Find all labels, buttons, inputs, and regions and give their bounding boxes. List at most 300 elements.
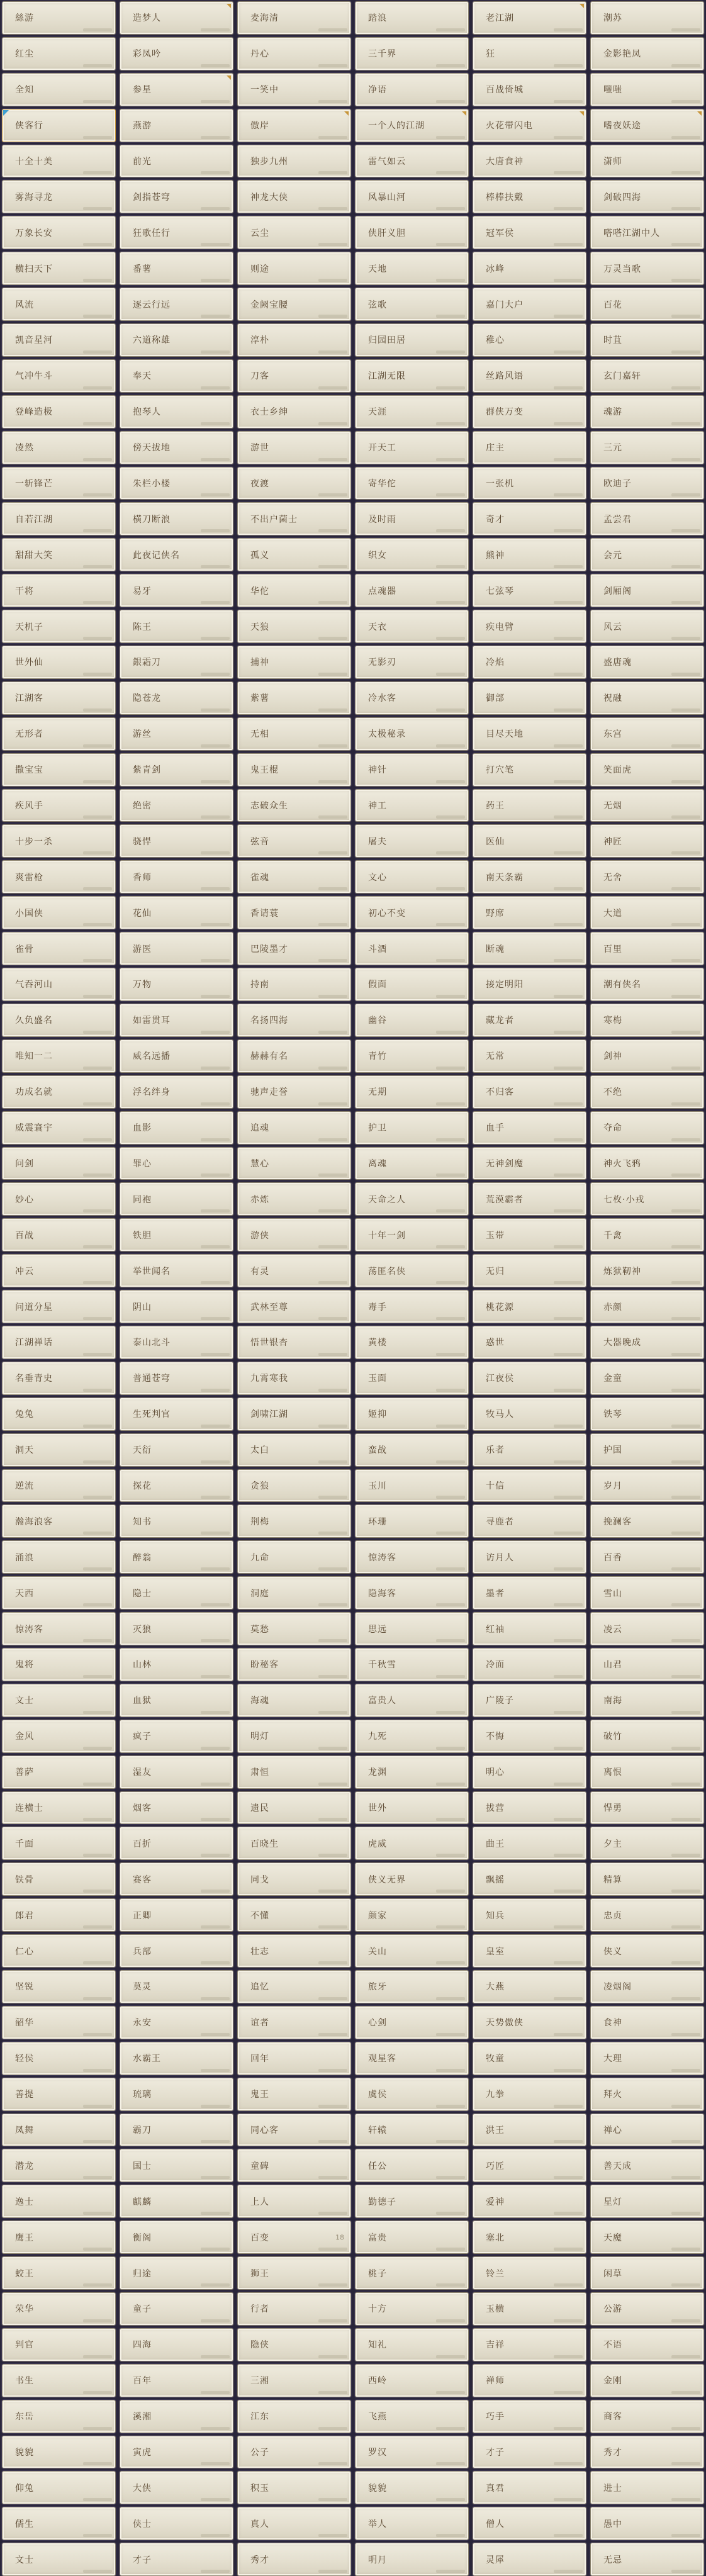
title-cell[interactable] (120, 932, 233, 965)
title-cell[interactable] (2, 1111, 116, 1145)
title-cell[interactable] (237, 431, 351, 464)
title-cell[interactable] (2, 2543, 116, 2576)
title-cell[interactable] (473, 2507, 586, 2540)
title-cell[interactable] (120, 1111, 233, 1145)
title-cell[interactable] (355, 753, 469, 787)
title-cell[interactable] (2, 1720, 116, 1753)
title-cell[interactable] (355, 37, 469, 70)
title-cell[interactable] (590, 180, 704, 213)
title-cell[interactable] (2, 2078, 116, 2111)
title-cell[interactable] (355, 2078, 469, 2111)
title-cell[interactable] (473, 753, 586, 787)
title-cell[interactable] (590, 1290, 704, 1323)
title-cell[interactable] (590, 431, 704, 464)
title-cell[interactable] (2, 753, 116, 787)
title-cell[interactable] (120, 2078, 233, 2111)
title-cell[interactable] (473, 1898, 586, 1932)
title-cell[interactable] (2, 216, 116, 249)
title-cell[interactable] (120, 1, 233, 35)
title-cell[interactable] (590, 1791, 704, 1825)
title-cell[interactable] (2, 73, 116, 106)
title-cell[interactable] (237, 1218, 351, 1252)
title-cell[interactable] (120, 1254, 233, 1287)
title-cell[interactable] (590, 1004, 704, 1037)
title-cell[interactable] (355, 1397, 469, 1431)
title-cell[interactable] (355, 1326, 469, 1359)
title-cell[interactable] (120, 467, 233, 500)
title-cell[interactable] (237, 538, 351, 571)
title-cell[interactable] (2, 1576, 116, 1610)
title-cell[interactable] (590, 2364, 704, 2397)
title-cell[interactable] (237, 467, 351, 500)
title-cell[interactable] (237, 2364, 351, 2397)
title-cell[interactable] (237, 2292, 351, 2326)
title-cell[interactable] (120, 502, 233, 535)
title-cell[interactable] (2, 2185, 116, 2218)
title-cell[interactable] (2, 1791, 116, 1825)
title-cell[interactable] (2, 2507, 116, 2540)
title-cell[interactable] (2, 1218, 116, 1252)
title-cell[interactable] (120, 2400, 233, 2433)
title-cell[interactable] (355, 681, 469, 715)
title-cell[interactable] (237, 1504, 351, 1538)
title-cell[interactable] (120, 1970, 233, 2003)
title-cell[interactable] (237, 2400, 351, 2433)
title-cell[interactable] (120, 395, 233, 428)
title-cell[interactable] (473, 109, 586, 142)
title-cell[interactable] (2, 1469, 116, 1503)
title-cell[interactable] (473, 145, 586, 178)
title-cell[interactable] (590, 1756, 704, 1789)
title-cell[interactable] (2, 2006, 116, 2039)
title-cell[interactable] (2, 1004, 116, 1037)
title-cell[interactable] (355, 1218, 469, 1252)
title-cell[interactable] (237, 1934, 351, 1968)
title-cell[interactable] (355, 2471, 469, 2504)
title-cell[interactable] (237, 1576, 351, 1610)
title-cell[interactable] (590, 1039, 704, 1073)
title-cell[interactable] (237, 2042, 351, 2075)
title-cell[interactable] (237, 1362, 351, 1395)
title-cell[interactable] (590, 717, 704, 751)
title-cell[interactable] (237, 1970, 351, 2003)
title-cell[interactable] (473, 538, 586, 571)
title-cell[interactable] (120, 73, 233, 106)
title-cell[interactable] (2, 431, 116, 464)
title-cell[interactable] (237, 1254, 351, 1287)
title-cell[interactable] (237, 395, 351, 428)
title-cell[interactable] (2, 1433, 116, 1467)
title-cell[interactable] (120, 1540, 233, 1574)
title-cell[interactable] (355, 610, 469, 643)
title-cell[interactable] (237, 1791, 351, 1825)
title-cell[interactable] (355, 395, 469, 428)
title-cell[interactable] (590, 1, 704, 35)
title-cell[interactable] (473, 1075, 586, 1109)
title-cell[interactable] (2, 1827, 116, 1860)
title-cell[interactable] (590, 610, 704, 643)
title-cell[interactable] (2, 538, 116, 571)
title-cell[interactable] (2, 1147, 116, 1180)
title-cell[interactable] (355, 359, 469, 393)
title-cell[interactable] (2, 2149, 116, 2182)
title-cell[interactable] (473, 2220, 586, 2254)
title-cell[interactable] (590, 252, 704, 285)
title-cell[interactable] (355, 288, 469, 321)
title-cell[interactable] (2, 1, 116, 35)
title-cell[interactable] (590, 2507, 704, 2540)
title-cell[interactable] (473, 2185, 586, 2218)
title-cell[interactable] (2, 932, 116, 965)
title-cell[interactable] (120, 1469, 233, 1503)
title-cell[interactable] (120, 1290, 233, 1323)
title-cell[interactable] (120, 1576, 233, 1610)
title-cell[interactable] (590, 1075, 704, 1109)
title-cell[interactable] (473, 2436, 586, 2469)
title-cell[interactable] (2, 824, 116, 858)
title-cell[interactable] (2, 502, 116, 535)
title-cell[interactable] (355, 431, 469, 464)
title-cell[interactable] (237, 1111, 351, 1145)
title-cell[interactable] (120, 896, 233, 929)
title-cell[interactable] (2, 395, 116, 428)
title-cell[interactable] (120, 1827, 233, 1860)
title-cell[interactable] (120, 860, 233, 893)
title-cell[interactable] (473, 824, 586, 858)
title-cell[interactable] (590, 2149, 704, 2182)
title-cell[interactable] (2, 37, 116, 70)
title-cell[interactable] (120, 1433, 233, 1467)
title-cell[interactable] (590, 753, 704, 787)
title-cell[interactable] (2, 1039, 116, 1073)
title-cell[interactable] (355, 896, 469, 929)
title-cell[interactable] (590, 1397, 704, 1431)
title-cell[interactable] (355, 1970, 469, 2003)
title-cell[interactable] (237, 502, 351, 535)
title-cell[interactable] (237, 2328, 351, 2361)
title-cell[interactable] (355, 932, 469, 965)
title-cell[interactable] (237, 1290, 351, 1323)
title-cell[interactable] (120, 216, 233, 249)
title-cell[interactable] (355, 824, 469, 858)
title-cell[interactable] (237, 252, 351, 285)
title-cell[interactable] (473, 1039, 586, 1073)
title-cell[interactable] (237, 860, 351, 893)
title-cell[interactable] (2, 1326, 116, 1359)
title-cell[interactable] (120, 789, 233, 822)
title-cell[interactable] (120, 1147, 233, 1180)
title-cell[interactable] (590, 1684, 704, 1717)
title-cell[interactable] (237, 2114, 351, 2147)
title-cell[interactable] (237, 968, 351, 1001)
title-cell[interactable] (2, 610, 116, 643)
title-cell[interactable] (2, 2220, 116, 2254)
title-cell[interactable] (2, 2256, 116, 2290)
title-cell[interactable] (120, 323, 233, 357)
title-cell[interactable] (590, 1934, 704, 1968)
title-cell[interactable] (355, 538, 469, 571)
title-cell[interactable] (120, 2364, 233, 2397)
title-cell[interactable] (237, 2006, 351, 2039)
title-cell[interactable] (120, 824, 233, 858)
title-cell[interactable] (590, 2220, 704, 2254)
title-cell[interactable] (2, 2364, 116, 2397)
title-cell[interactable] (120, 574, 233, 607)
title-cell[interactable] (473, 1862, 586, 1896)
title-cell[interactable] (590, 2328, 704, 2361)
title-cell[interactable] (355, 73, 469, 106)
title-cell[interactable] (473, 2328, 586, 2361)
title-cell[interactable] (237, 2078, 351, 2111)
title-cell[interactable] (120, 2042, 233, 2075)
title-cell[interactable] (473, 1362, 586, 1395)
title-cell[interactable] (120, 1648, 233, 1681)
title-cell[interactable] (473, 860, 586, 893)
title-cell[interactable] (355, 1504, 469, 1538)
title-cell[interactable] (237, 2220, 351, 2254)
title-cell[interactable] (590, 860, 704, 893)
title-cell[interactable] (355, 789, 469, 822)
title-cell[interactable] (237, 359, 351, 393)
title-cell[interactable] (355, 252, 469, 285)
title-cell[interactable] (473, 2149, 586, 2182)
title-cell[interactable] (355, 2042, 469, 2075)
title-cell[interactable] (473, 2400, 586, 2433)
title-cell[interactable] (2, 2400, 116, 2433)
title-cell[interactable] (237, 1648, 351, 1681)
title-cell[interactable] (590, 109, 704, 142)
title-cell[interactable] (237, 896, 351, 929)
title-cell[interactable] (2, 1540, 116, 1574)
title-cell[interactable] (590, 467, 704, 500)
title-cell[interactable] (237, 37, 351, 70)
title-cell[interactable] (120, 1326, 233, 1359)
title-cell[interactable] (590, 1862, 704, 1896)
title-cell[interactable] (120, 968, 233, 1001)
title-cell[interactable] (590, 1970, 704, 2003)
title-cell[interactable] (355, 323, 469, 357)
title-cell[interactable] (355, 1720, 469, 1753)
title-cell[interactable] (355, 2328, 469, 2361)
title-cell[interactable] (355, 574, 469, 607)
title-cell[interactable] (473, 1540, 586, 1574)
title-cell[interactable] (237, 73, 351, 106)
title-cell[interactable] (120, 1934, 233, 1968)
title-cell[interactable] (2, 2292, 116, 2326)
title-cell[interactable] (473, 1756, 586, 1789)
title-cell[interactable] (590, 2185, 704, 2218)
title-cell[interactable] (237, 180, 351, 213)
title-cell[interactable] (590, 1612, 704, 1645)
title-cell[interactable] (237, 1433, 351, 1467)
title-cell[interactable] (473, 323, 586, 357)
title-cell[interactable] (355, 1254, 469, 1287)
title-cell[interactable] (355, 2364, 469, 2397)
title-cell[interactable] (120, 1756, 233, 1789)
title-cell[interactable] (120, 2436, 233, 2469)
title-cell[interactable] (355, 180, 469, 213)
title-cell[interactable] (237, 1827, 351, 1860)
title-cell[interactable] (473, 2078, 586, 2111)
title-cell[interactable] (120, 717, 233, 751)
title-cell[interactable] (120, 431, 233, 464)
title-cell[interactable] (590, 1147, 704, 1180)
title-cell[interactable] (355, 2006, 469, 2039)
title-cell[interactable] (473, 395, 586, 428)
title-cell[interactable] (473, 467, 586, 500)
title-cell[interactable] (590, 2114, 704, 2147)
title-cell[interactable] (355, 1039, 469, 1073)
title-cell[interactable] (473, 1326, 586, 1359)
title-cell[interactable] (237, 574, 351, 607)
title-cell[interactable] (120, 359, 233, 393)
title-cell[interactable] (355, 2185, 469, 2218)
title-cell[interactable] (2, 359, 116, 393)
title-cell[interactable] (590, 502, 704, 535)
title-cell[interactable] (120, 2149, 233, 2182)
title-cell[interactable] (590, 37, 704, 70)
title-cell[interactable] (473, 1970, 586, 2003)
title-cell[interactable] (473, 2543, 586, 2576)
title-cell[interactable] (473, 216, 586, 249)
title-cell[interactable] (120, 1898, 233, 1932)
title-cell[interactable] (355, 216, 469, 249)
title-cell[interactable] (120, 681, 233, 715)
title-cell[interactable] (120, 1075, 233, 1109)
title-cell[interactable] (355, 1182, 469, 1216)
title-cell[interactable] (590, 359, 704, 393)
title-cell[interactable] (355, 109, 469, 142)
title-cell[interactable] (473, 1576, 586, 1610)
title-cell[interactable] (590, 1898, 704, 1932)
title-cell[interactable] (120, 37, 233, 70)
title-cell[interactable] (473, 1433, 586, 1467)
title-cell[interactable] (120, 2507, 233, 2540)
title-cell[interactable] (355, 2292, 469, 2326)
title-cell[interactable] (237, 1469, 351, 1503)
title-cell[interactable] (120, 2220, 233, 2254)
title-cell[interactable] (120, 1397, 233, 1431)
title-cell[interactable] (237, 824, 351, 858)
title-cell[interactable] (473, 1684, 586, 1717)
title-cell[interactable] (590, 1827, 704, 1860)
title-cell[interactable] (120, 2543, 233, 2576)
title-cell[interactable] (355, 1004, 469, 1037)
title-cell[interactable] (590, 1218, 704, 1252)
title-cell[interactable] (355, 1433, 469, 1467)
title-cell[interactable] (120, 1684, 233, 1717)
title-cell[interactable] (590, 1254, 704, 1287)
title-cell[interactable] (237, 1862, 351, 1896)
title-cell[interactable] (590, 646, 704, 679)
title-cell[interactable] (590, 2256, 704, 2290)
title-cell[interactable] (237, 1540, 351, 1574)
title-cell[interactable] (120, 1039, 233, 1073)
title-cell[interactable] (355, 1934, 469, 1968)
title-cell[interactable] (590, 574, 704, 607)
title-cell[interactable] (120, 1218, 233, 1252)
title-cell[interactable] (355, 1576, 469, 1610)
title-cell[interactable] (237, 646, 351, 679)
title-cell[interactable] (473, 610, 586, 643)
title-cell[interactable] (2, 2471, 116, 2504)
title-cell[interactable] (590, 2042, 704, 2075)
title-cell[interactable] (590, 323, 704, 357)
title-cell[interactable] (590, 1433, 704, 1467)
title-cell[interactable] (590, 216, 704, 249)
title-cell[interactable] (2, 681, 116, 715)
title-cell[interactable] (473, 1182, 586, 1216)
title-cell[interactable] (355, 145, 469, 178)
title-cell[interactable] (2, 2328, 116, 2361)
title-cell[interactable] (355, 2220, 469, 2254)
title-cell[interactable] (590, 2436, 704, 2469)
title-cell[interactable] (2, 467, 116, 500)
title-cell[interactable] (2, 1898, 116, 1932)
title-cell[interactable] (2, 1934, 116, 1968)
title-cell[interactable] (355, 1469, 469, 1503)
title-cell[interactable] (473, 681, 586, 715)
title-cell[interactable] (120, 646, 233, 679)
title-cell[interactable] (355, 502, 469, 535)
title-cell[interactable] (473, 73, 586, 106)
title-cell[interactable] (590, 288, 704, 321)
title-cell[interactable] (120, 2292, 233, 2326)
title-cell[interactable] (237, 2507, 351, 2540)
title-cell[interactable] (237, 610, 351, 643)
title-cell[interactable] (237, 789, 351, 822)
title-cell[interactable] (473, 288, 586, 321)
title-cell[interactable] (120, 2328, 233, 2361)
title-cell[interactable] (473, 932, 586, 965)
title-cell[interactable] (237, 717, 351, 751)
title-cell[interactable] (120, 538, 233, 571)
title-cell[interactable] (237, 1756, 351, 1789)
title-cell[interactable] (590, 538, 704, 571)
title-cell[interactable] (590, 2078, 704, 2111)
title-cell[interactable] (355, 1648, 469, 1681)
title-cell[interactable] (355, 1862, 469, 1896)
title-cell[interactable] (473, 2256, 586, 2290)
title-cell[interactable] (120, 1004, 233, 1037)
title-cell[interactable] (2, 1756, 116, 1789)
title-cell[interactable] (473, 2042, 586, 2075)
title-cell[interactable] (473, 2471, 586, 2504)
title-cell[interactable] (237, 2471, 351, 2504)
title-cell[interactable] (355, 1147, 469, 1180)
title-cell[interactable] (355, 646, 469, 679)
title-cell[interactable] (120, 180, 233, 213)
title-cell[interactable] (2, 1075, 116, 1109)
title-cell[interactable] (473, 431, 586, 464)
title-cell[interactable] (473, 1469, 586, 1503)
title-cell[interactable] (473, 717, 586, 751)
title-cell[interactable] (120, 1362, 233, 1395)
title-cell[interactable] (2, 1862, 116, 1896)
title-cell[interactable] (2, 1970, 116, 2003)
title-cell[interactable] (237, 323, 351, 357)
title-cell[interactable] (590, 1720, 704, 1753)
title-cell[interactable] (590, 145, 704, 178)
title-cell[interactable] (237, 1397, 351, 1431)
title-cell[interactable] (473, 574, 586, 607)
title-cell[interactable] (120, 1720, 233, 1753)
title-cell[interactable] (237, 2543, 351, 2576)
title-cell[interactable] (590, 896, 704, 929)
title-cell[interactable] (355, 1111, 469, 1145)
title-cell[interactable] (2, 968, 116, 1001)
title-cell[interactable] (120, 1612, 233, 1645)
